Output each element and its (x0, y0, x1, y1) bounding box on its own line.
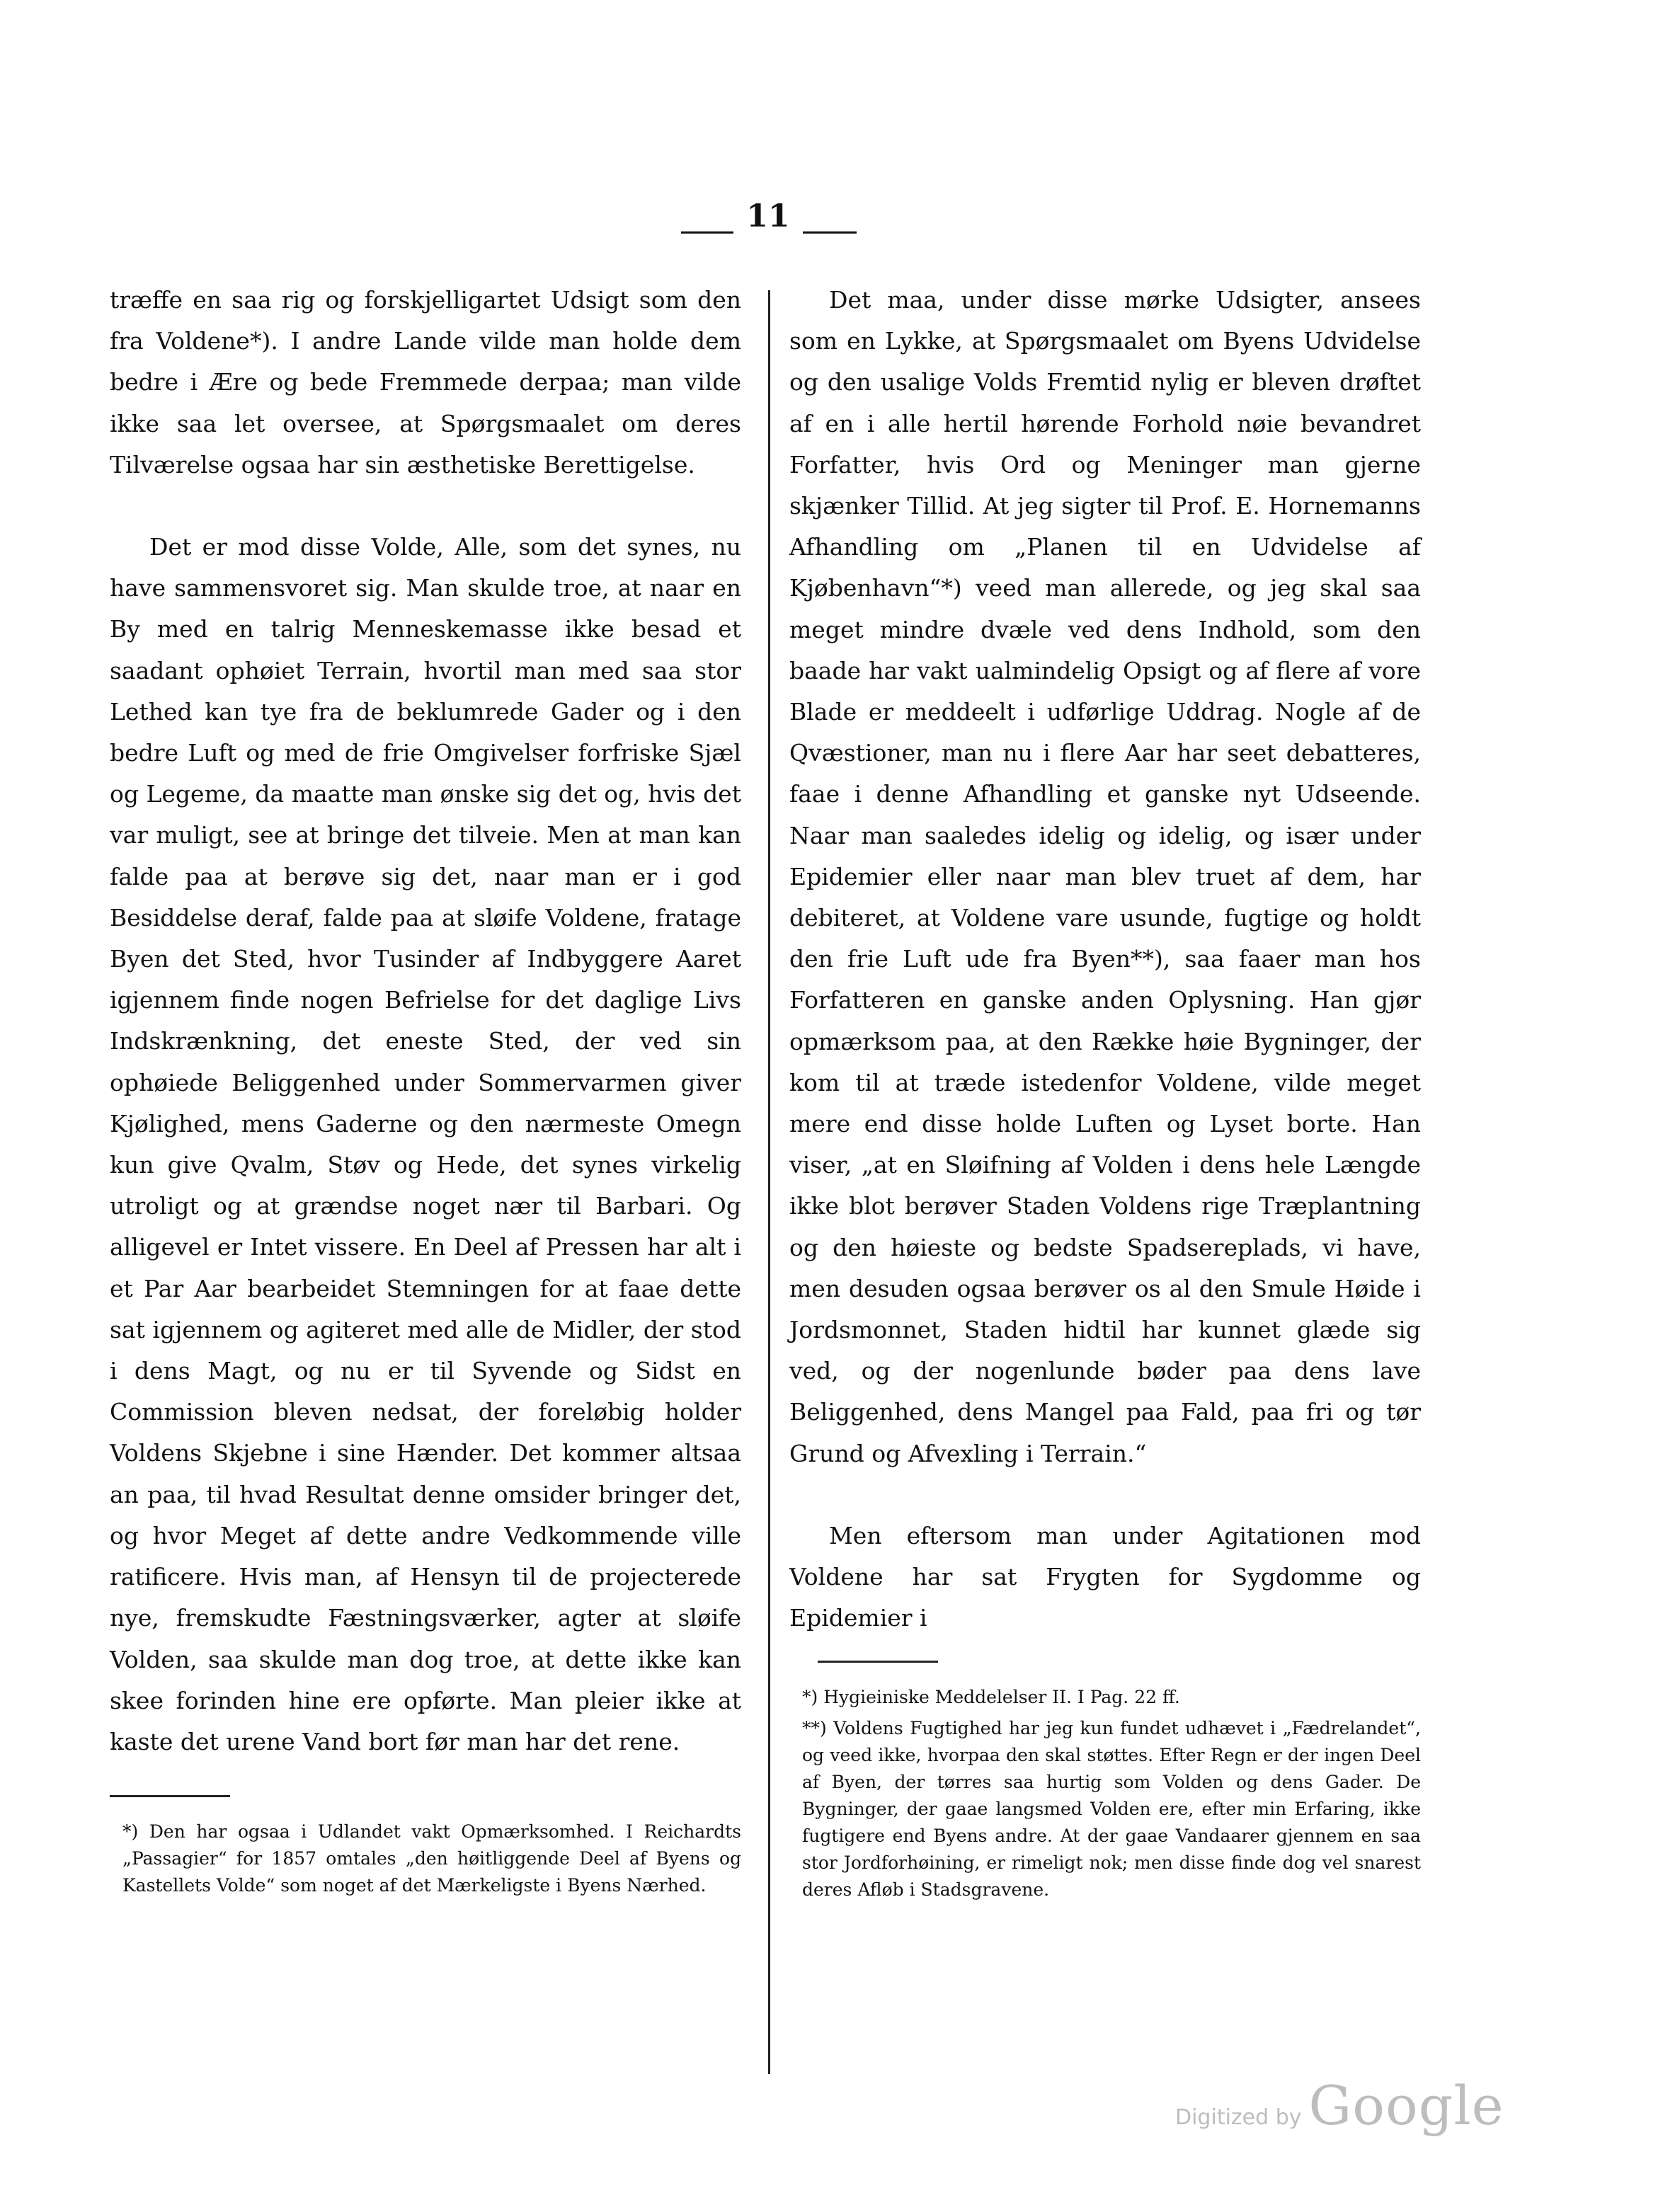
left-column (110, 280, 741, 1899)
header-rule-left (681, 231, 733, 234)
right-footnote-1: *) Hygieiniske Meddelelser II. I Pag. 22 ff. (802, 1686, 1180, 1707)
footnote-rule-right (818, 1661, 938, 1663)
right-column (789, 280, 1421, 1903)
column-divider (768, 290, 770, 2074)
footnote-rule-left (110, 1795, 230, 1797)
paragraph-gap (110, 486, 741, 527)
paragraph-gap (789, 1474, 1421, 1515)
right-paragraph-1: Det maa, under disse mørke Udsigter, ansees som en Lykke, at Spørgsmaalet om Byens Udvidelse og den usalige Volds Fremtid nylig er bleven drøftet af en i alle hertil hørende Forhold nøie bevandret Forfatter, hvis Ord og Meninger man gjerne skjænker Tillid. At jeg sigter til Prof. E. Hornemanns Afhandling om „Planen til en Udvidelse af Kjøbenhavn“*) veed man allerede, og jeg skal saa meget mindre dvæle ved dens Indhold, som den baade har vakt ualmindelig Opsigt og af flere af vore Blade er meddeelt i udførlige Uddrag. Nogle af de Qvæstioner, man nu i flere Aar har seet debatteres, faae i denne Afhandling et ganske nyt Udseende. Naar man saaledes idelig og idelig, og især under Epidemier eller naar man blev truet af dem, har debiteret, at Voldene vare usunde, fugtige og holdt den frie Luft ude fra Byen**), saa faaer man hos Forfatteren en ganske anden Oplysning. Han gjør opmærksom paa, at den Række høie Bygninger, der kom til at træde istedenfor Voldene, vilde meget mere end disse holde Luften og Lyset borte. Han viser, „at en Sløifning af Volden i dens hele Længde ikke blot berøver Staden Voldens rige Træplantning og den høieste og bedste Spadsereplads, vi have, men desuden ogsaa berøver os al den Smule Høide i Jordsmonnet, Staden hidtil har kunnet glæde sig ved, og der nogenlunde bøder paa dens lave Beliggenhed, dens Mangel paa Fald, paa fri og tør Grund og Afvexling i Terrain.“ (789, 286, 1421, 1467)
right-footnote-2: **) Voldens Fugtighed har jeg kun fundet udhævet i „Fædrelandet“, og veed ikke, hvorpaa den skal støttes. Efter Regn er der ingen Deel af Byen, der tørres saa hurtig som Volden og dens Gader. De Bygninger, der gaae langsmed Volden ere, efter min Erfaring, ikke fugtigere end Byens andre. At der gaae Vandaarer gjennem en saa stor Jordforhøining, er rimeligt nok; men disse finde dog vel snarest deres Afløb i Stadsgravene. (802, 1717, 1421, 1900)
header-rule-right (803, 231, 857, 234)
left-paragraph-1: træffe en saa rig og forskjelligartet Udsigt som den fra Voldene*). I andre Lande vilde man holde dem bedre i Ære og bede Fremmede derpaa; man vilde ikke saa let oversee, at Spørgsmaalet om deres Tilværelse ogsaa har sin æsthetiske Berettigelse. (110, 286, 741, 478)
left-paragraph-2: Det er mod disse Volde, Alle, som det synes, nu have sammensvoret sig. Man skulde troe, at naar en By med en talrig Menneskemasse ikke besad et saadant ophøiet Terrain, hvortil man med saa stor Lethed kan tye fra de beklumrede Gader og i den bedre Luft og med de frie Omgivelser forfriske Sjæl og Legeme, da maatte man ønske sig det og, hvis det var muligt, see at bringe det tilveie. Men at man kan falde paa at berøve sig det, naar man er i god Besiddelse deraf, falde paa at sløife Voldene, fratage Byen det Sted, hvor Tusinder af Indbyggere Aaret igjennem finde nogen Befrielse for det daglige Livs Indskrænkning, det eneste Sted, der ved sin ophøiede Beliggenhed under Sommervarmen giver Kjølighed, mens Gaderne og den nærmeste Omegn kun give Qvalm, Støv og Hede, det synes virkelig utroligt og at grændse noget nær til Barbari. Og alligevel er Intet vissere. En Deel af Pressen har alt i et Par Aar bearbeidet Stemningen for at faae dette sat igjennem og agiteret med alle de Midler, der stod i dens Magt, og nu er til Syvende og Sidst en Commission bleven nedsat, der foreløbig holder Voldens Skjebne i sine Hænder. Det kommer altsaa an paa, til hvad Resultat denne omsider bringer det, og hvor Meget af dette andre Vedkommende ville ratificere. Hvis man, af Hensyn til de projecterede nye, fremskudte Fæstningsværker, agter at sløife Volden, saa skulde man dog troe, at dette ikke kan skee forinden hine ere opførte. Man pleier ikke at kaste det urene Vand bort før man har det rene. (110, 533, 741, 1755)
google-watermark (1175, 2074, 1504, 2137)
page-number: 11 (746, 198, 790, 234)
left-footnote: *) Den har ogsaa i Udlandet vakt Opmærksomhed. I Reichardts „Passagier“ for 1857 omtales „den høitliggende Deel af Byens og Kastellets Volde“ som noget af det Mærkeligste i Byens Nærhed. (122, 1821, 741, 1896)
watermark-prefix: Digitized by (1175, 2105, 1302, 2130)
google-logo: Google (1308, 2074, 1504, 2137)
right-paragraph-2: Men eftersom man under Agitationen mod Voldene har sat Frygten for Sygdomme og Epidemier i (789, 1521, 1421, 1632)
